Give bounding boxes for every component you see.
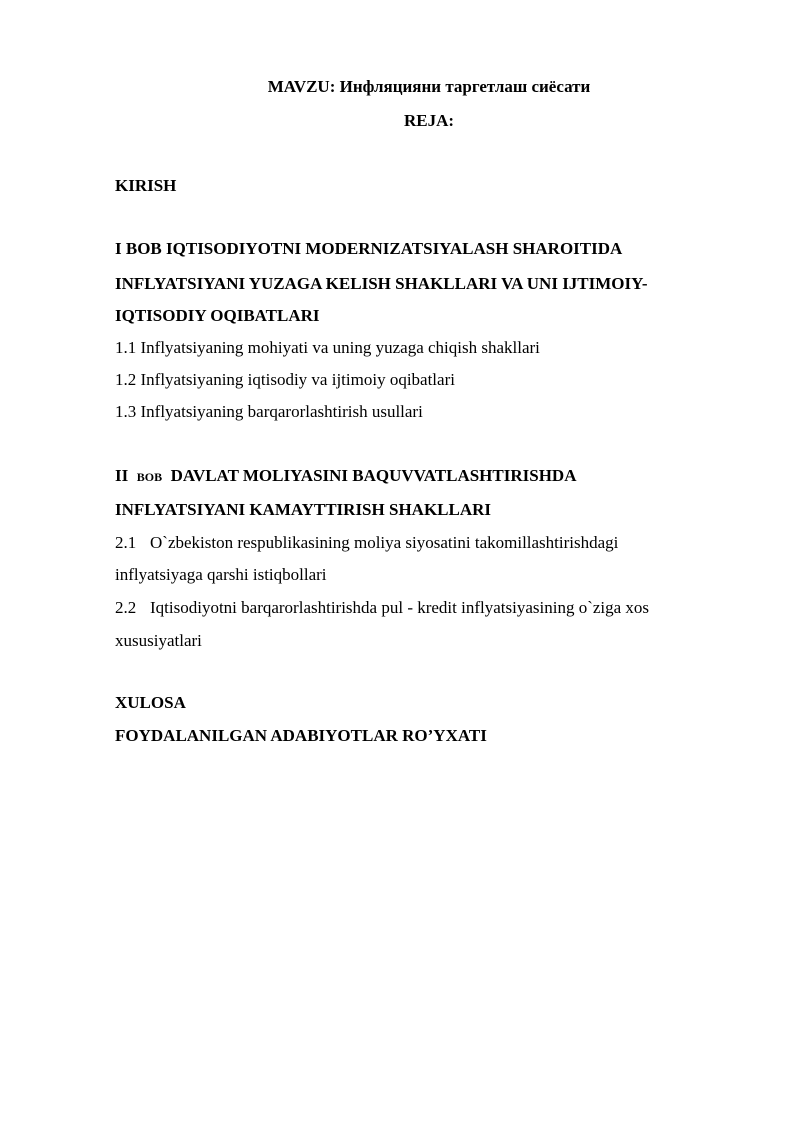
chapter2-bob: BOB bbox=[136, 470, 163, 484]
section-2-2-number: 2.2 bbox=[115, 598, 137, 617]
chapter2-roman: II bbox=[115, 466, 129, 485]
chapter2-title-line1 bbox=[115, 465, 577, 488]
chapter1-title-line1: I BOB IQTISODIYOTNI MODERNIZATSIYALASH SHAROITIDA bbox=[115, 239, 623, 258]
section-2-2-text: Iqtisodiyotni barqarorlashtirishda pul - kredit inflyatsiyasining o`ziga xos bbox=[150, 598, 650, 617]
intro-heading: KIRISH bbox=[115, 176, 177, 195]
chapter1-title-line3: IQTISODIY OQIBATLARI bbox=[115, 306, 320, 325]
document-title: MAVZU: Инфляцияни таргетлаш сиёсати bbox=[267, 77, 591, 96]
plan-heading: REJA: bbox=[403, 111, 455, 130]
section-2-1-continuation: inflyatsiyaga qarshi istiqbollari bbox=[115, 565, 327, 584]
references-heading: FOYDALANILGAN ADABIYOTLAR RO’YXATI bbox=[115, 726, 487, 745]
section-1-1: 1.1 Inflyatsiyaning mohiyati va uning yuzaga chiqish shakllari bbox=[115, 338, 540, 357]
conclusion-heading: XULOSA bbox=[115, 693, 186, 712]
section-1-3: 1.3 Inflyatsiyaning barqarorlashtirish usullari bbox=[115, 402, 423, 421]
chapter2-title-line2: INFLYATSIYANI KAMAYTTIRISH SHAKLLARI bbox=[115, 500, 492, 519]
section-2-1 bbox=[115, 532, 618, 554]
section-2-2 bbox=[115, 597, 649, 619]
section-1-2: 1.2 Inflyatsiyaning iqtisodiy va ijtimoiy oqibatlari bbox=[115, 370, 455, 389]
chapter1-title-line2: INFLYATSIYANI YUZAGA KELISH SHAKLLARI VA UNI IJTIMOIY- bbox=[115, 274, 648, 293]
section-2-1-text: O`zbekiston respublikasining moliya siyosatini takomillashtirishdagi bbox=[150, 533, 619, 552]
chapter2-title-rest: DAVLAT MOLIYASINI BAQUVVATLASHTIRISHDA bbox=[170, 466, 577, 485]
section-2-1-number: 2.1 bbox=[115, 533, 137, 552]
section-2-2-continuation: xususiyatlari bbox=[115, 631, 202, 650]
